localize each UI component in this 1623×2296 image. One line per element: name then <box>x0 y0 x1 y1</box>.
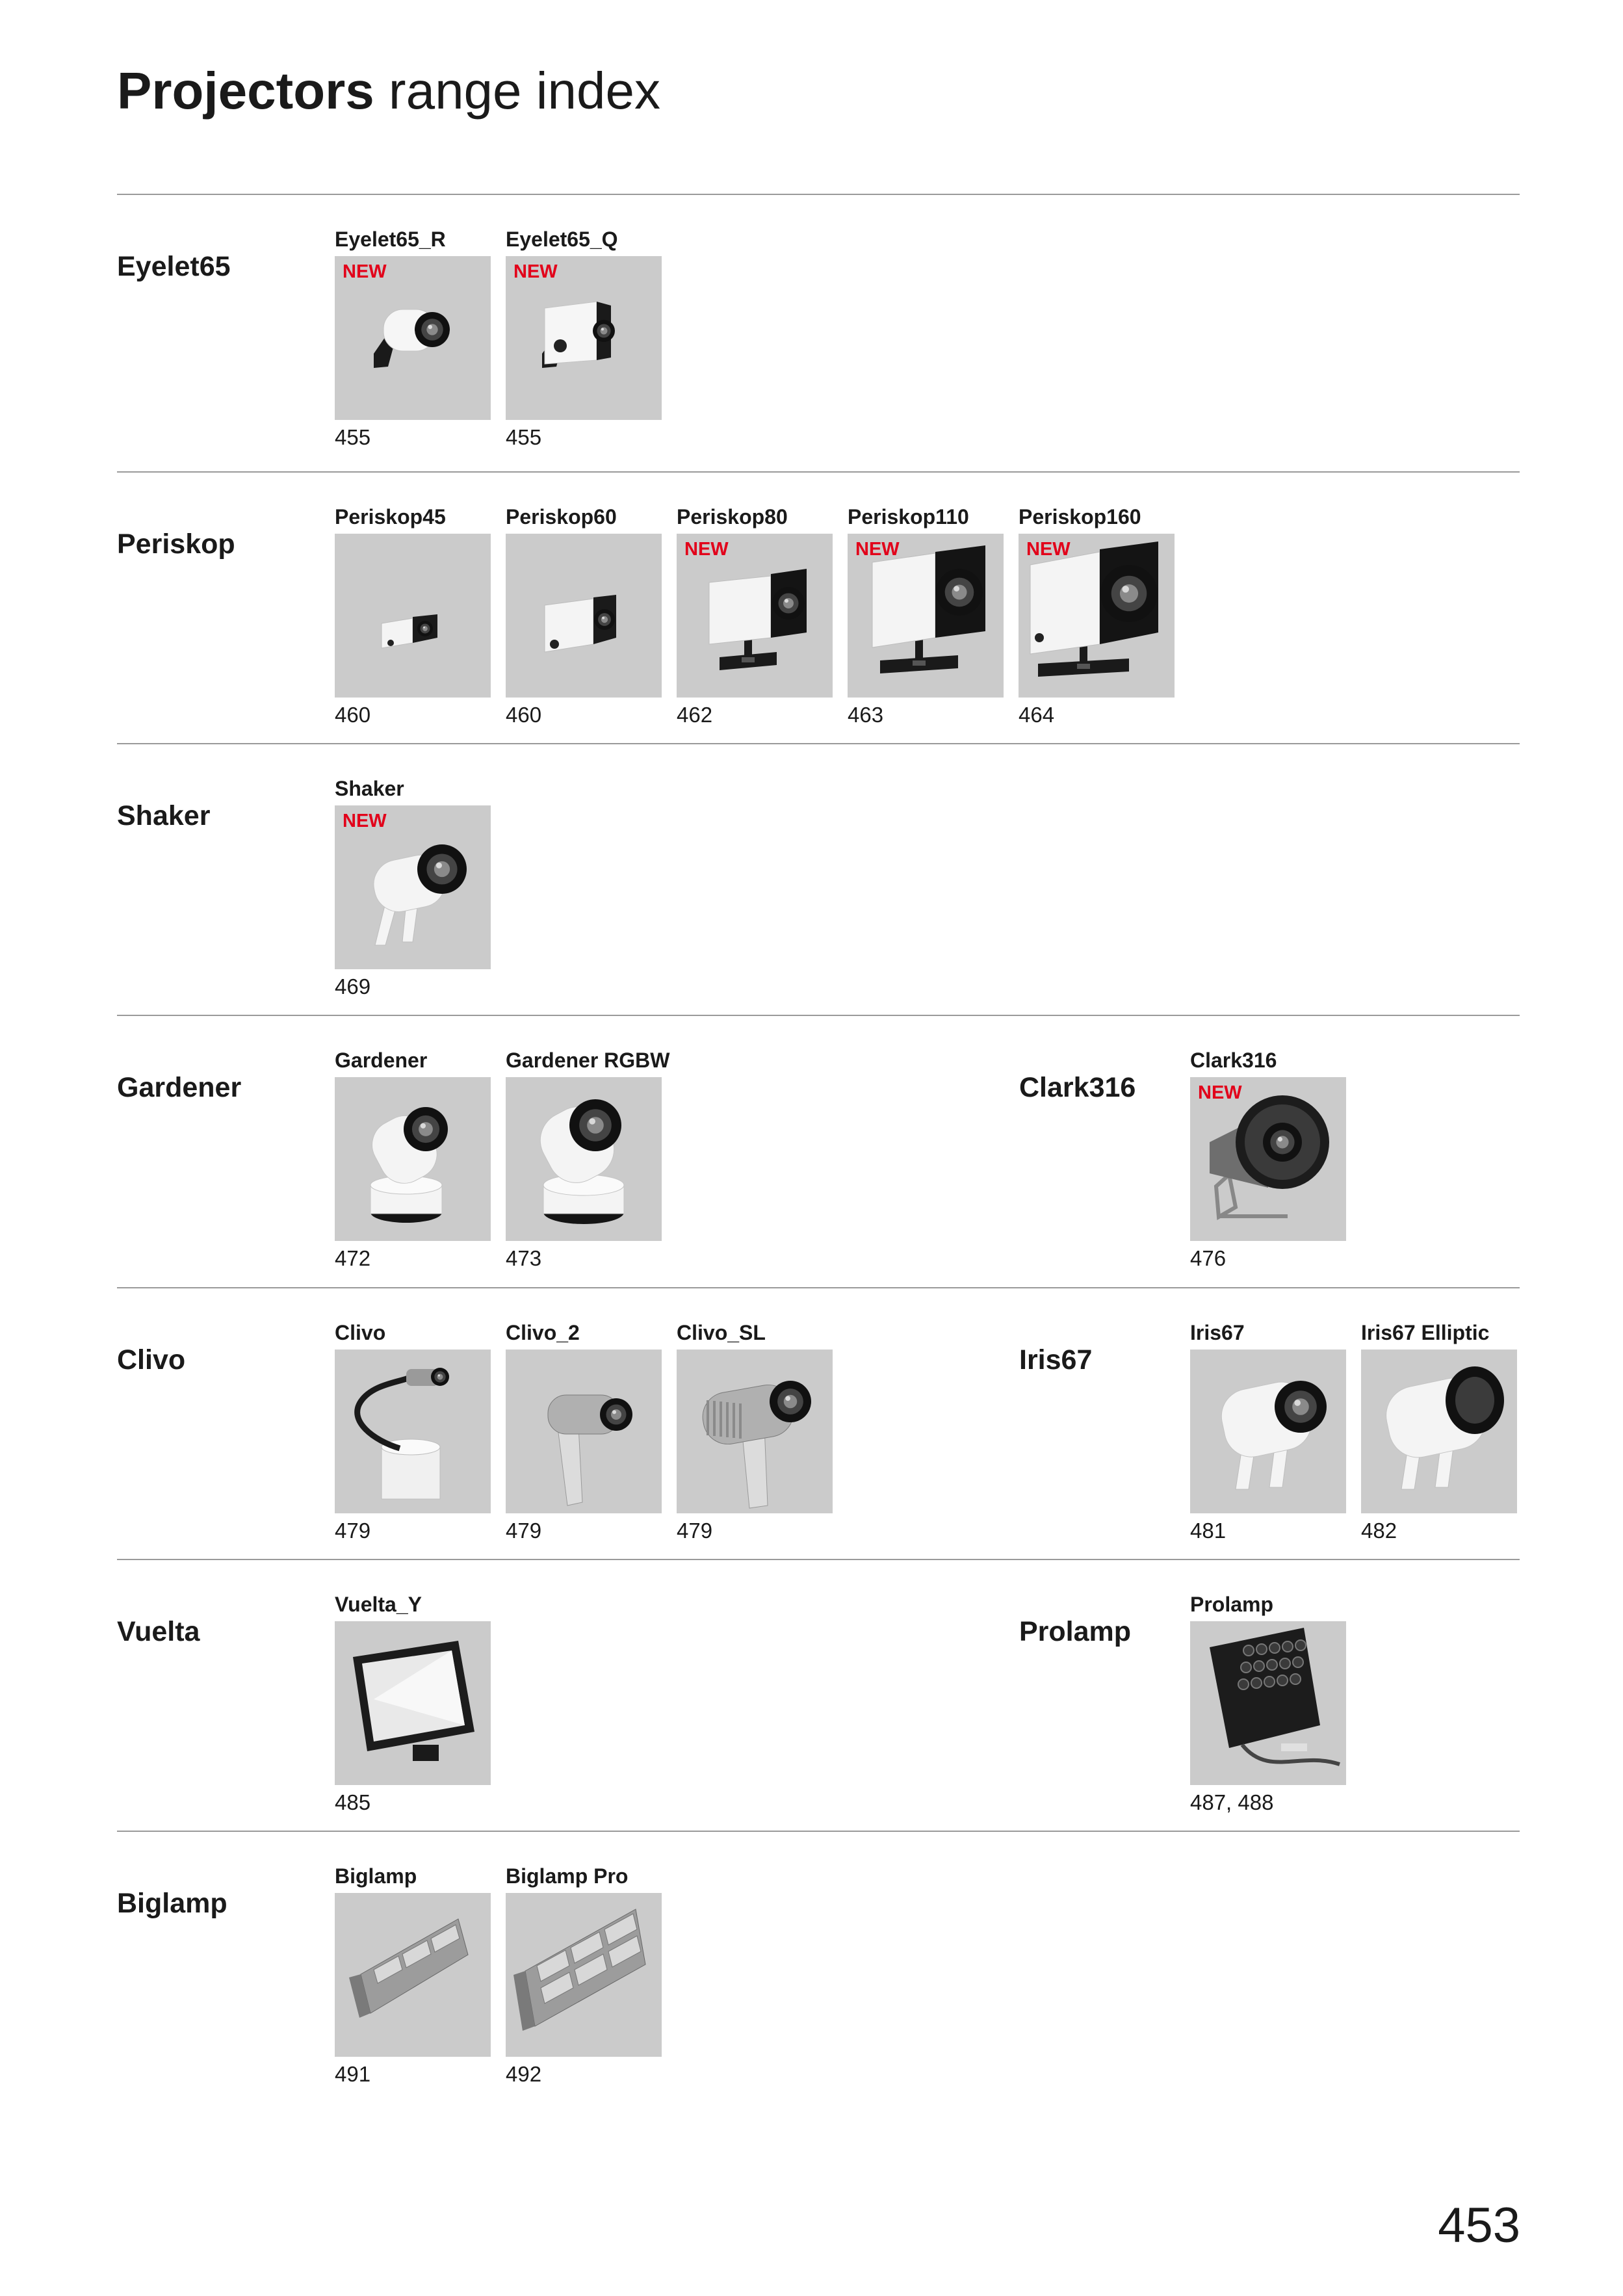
product-thumbnail[interactable] <box>506 1893 662 2057</box>
product-name[interactable]: Gardener RGBW <box>506 1049 670 1072</box>
product-name[interactable]: Periskop160 <box>1019 505 1141 528</box>
family-label: Periskop <box>117 528 235 560</box>
row-divider <box>117 1015 1520 1016</box>
product-thumbnail[interactable] <box>677 1350 833 1513</box>
family-label: Clivo <box>117 1344 186 1376</box>
product-name[interactable]: Iris67 <box>1190 1321 1245 1344</box>
product-thumbnail[interactable] <box>506 1077 662 1241</box>
new-badge: NEW <box>513 261 558 282</box>
product-name[interactable]: Biglamp Pro <box>506 1864 629 1888</box>
page-title-rest: range index <box>374 62 661 120</box>
page-reference[interactable]: 460 <box>506 703 542 727</box>
periskop-cube-icon <box>506 534 662 698</box>
page-reference[interactable]: 463 <box>848 703 884 727</box>
page-title <box>117 62 661 120</box>
product-thumbnail[interactable] <box>335 1621 491 1785</box>
page-number: 453 <box>1438 2198 1520 2253</box>
product-name[interactable]: Clivo_SL <box>677 1321 766 1344</box>
product-thumbnail[interactable] <box>506 256 662 420</box>
row-divider <box>117 471 1520 473</box>
clivo-gooseneck-spotlight-icon <box>335 1350 491 1513</box>
periskop-small-cube-icon <box>335 534 491 698</box>
new-badge: NEW <box>684 539 729 560</box>
new-badge: NEW <box>1198 1082 1242 1103</box>
product-thumbnail[interactable] <box>1019 534 1175 698</box>
page-reference[interactable]: 481 <box>1190 1519 1227 1543</box>
product-thumbnail[interactable] <box>848 534 1004 698</box>
page-reference[interactable]: 487, 488 <box>1190 1790 1274 1814</box>
family-label: Shaker <box>117 800 211 831</box>
new-badge: NEW <box>855 539 900 560</box>
product-name[interactable]: Iris67 Elliptic <box>1361 1321 1490 1344</box>
product-thumbnail[interactable] <box>335 1077 491 1241</box>
clivo-sl-spotlight-icon <box>677 1350 833 1513</box>
product-name[interactable]: Prolamp <box>1190 1593 1274 1616</box>
product-thumbnail[interactable] <box>506 534 662 698</box>
family-label: Eyelet65 <box>117 251 231 282</box>
product-thumbnail[interactable] <box>335 1893 491 2057</box>
product-thumbnail[interactable] <box>1190 1077 1346 1241</box>
family-label: Clark316 <box>1019 1072 1136 1103</box>
row-divider <box>117 194 1520 195</box>
product-thumbnail[interactable] <box>335 534 491 698</box>
page-reference[interactable]: 482 <box>1361 1519 1397 1543</box>
product-name[interactable]: Clivo_2 <box>506 1321 580 1344</box>
product-thumbnail[interactable] <box>335 1350 491 1513</box>
product-thumbnail[interactable] <box>1361 1350 1517 1513</box>
product-name[interactable]: Periskop60 <box>506 505 617 528</box>
row-divider <box>117 1831 1520 1832</box>
gardener-spotlight-icon <box>335 1077 491 1241</box>
product-name[interactable]: Shaker <box>335 777 404 800</box>
iris-spotlight-icon <box>1190 1350 1346 1513</box>
page-reference[interactable]: 455 <box>506 425 542 449</box>
new-badge: NEW <box>1026 539 1071 560</box>
row-divider <box>117 1287 1520 1288</box>
prolamp-led-array-icon <box>1190 1621 1346 1785</box>
family-label: Biglamp <box>117 1888 227 1919</box>
product-name[interactable]: Periskop45 <box>335 505 446 528</box>
product-name[interactable]: Vuelta_Y <box>335 1593 422 1616</box>
product-name[interactable]: Clark316 <box>1190 1049 1277 1072</box>
product-name[interactable]: Eyelet65_Q <box>506 228 618 251</box>
page-reference[interactable]: 476 <box>1190 1246 1227 1270</box>
page-reference[interactable]: 462 <box>677 703 713 727</box>
clivo-spike-spotlight-icon <box>506 1350 662 1513</box>
page-reference[interactable]: 479 <box>506 1519 542 1543</box>
row-divider <box>117 743 1520 744</box>
product-name[interactable]: Biglamp <box>335 1864 417 1888</box>
gardener-rgbw-spotlight-icon <box>506 1077 662 1241</box>
page-reference[interactable]: 479 <box>677 1519 713 1543</box>
product-thumbnail[interactable] <box>506 1350 662 1513</box>
product-thumbnail[interactable] <box>677 534 833 698</box>
product-thumbnail[interactable] <box>335 805 491 969</box>
product-name[interactable]: Eyelet65_R <box>335 228 446 251</box>
new-badge: NEW <box>343 261 387 282</box>
new-badge: NEW <box>343 811 387 831</box>
product-thumbnail[interactable] <box>335 256 491 420</box>
product-name[interactable]: Periskop80 <box>677 505 788 528</box>
page-reference[interactable]: 460 <box>335 703 371 727</box>
page-reference[interactable]: 492 <box>506 2062 542 2086</box>
vuelta-flood-panel-icon <box>335 1621 491 1785</box>
product-name[interactable]: Periskop110 <box>848 505 969 528</box>
product-thumbnail[interactable] <box>1190 1621 1346 1785</box>
page-reference[interactable]: 479 <box>335 1519 371 1543</box>
page-reference[interactable]: 473 <box>506 1246 542 1270</box>
row-divider <box>117 1559 1520 1560</box>
product-name[interactable]: Clivo <box>335 1321 386 1344</box>
family-label: Iris67 <box>1019 1344 1093 1376</box>
iris-elliptic-spotlight-icon <box>1361 1350 1517 1513</box>
biglamp-pro-module-array-icon <box>506 1893 662 2057</box>
product-name[interactable]: Gardener <box>335 1049 428 1072</box>
family-label: Vuelta <box>117 1616 200 1647</box>
biglamp-module-array-icon <box>335 1893 491 2057</box>
page-reference[interactable]: 485 <box>335 1790 371 1814</box>
page-title-bold: Projectors <box>117 62 374 120</box>
page-reference[interactable]: 472 <box>335 1246 371 1270</box>
page-reference[interactable]: 464 <box>1019 703 1055 727</box>
product-thumbnail[interactable] <box>1190 1350 1346 1513</box>
page-reference[interactable]: 455 <box>335 425 371 449</box>
page-reference[interactable]: 491 <box>335 2062 371 2086</box>
family-label: Prolamp <box>1019 1616 1132 1647</box>
family-label: Gardener <box>117 1072 242 1103</box>
page-reference[interactable]: 469 <box>335 974 371 998</box>
